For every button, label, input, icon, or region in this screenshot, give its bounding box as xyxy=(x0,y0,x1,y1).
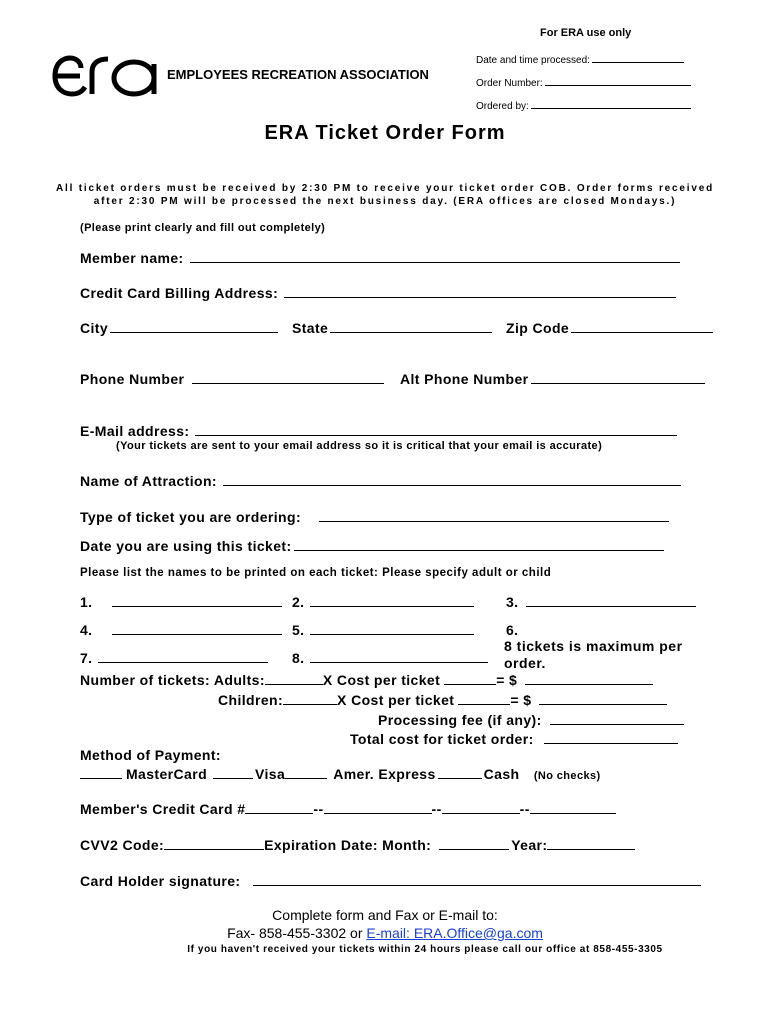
email-link[interactable]: E-mail: ERA.Office@ga.com xyxy=(366,925,543,941)
footer-note: If you haven't received your tickets within 24 hours please call our office at 858-455-3305 xyxy=(187,944,663,955)
card-dash-3: -- xyxy=(519,801,530,817)
children-row[interactable] xyxy=(218,692,669,708)
processing-fee-row[interactable] xyxy=(378,712,686,728)
notice-line-2: after 2:30 PM will be processed the next business day. (ERA offices are closed Mondays.) xyxy=(93,196,677,207)
name-6-field[interactable] xyxy=(506,622,518,638)
order-number-label: Order Number: xyxy=(476,78,543,89)
member-name-field[interactable] xyxy=(80,250,682,266)
era-logo xyxy=(50,50,160,107)
x-cost-label-adults: X Cost per ticket xyxy=(322,672,441,688)
signature-field[interactable] xyxy=(80,873,703,889)
name-6-label: 6. xyxy=(506,622,519,638)
alt-phone-field[interactable] xyxy=(400,371,707,387)
cvv-expiration-row[interactable] xyxy=(80,837,635,853)
cash-option[interactable]: Cash xyxy=(483,766,520,782)
name-3-label: 3. xyxy=(506,594,519,610)
max-tickets-note xyxy=(504,638,683,672)
name-4-label: 4. xyxy=(80,622,93,638)
billing-address-label: Credit Card Billing Address: xyxy=(80,285,279,301)
era-use-only: For ERA use only xyxy=(540,27,632,39)
email-label: E-Mail address: xyxy=(80,423,190,439)
fax-text: Fax- 858-455-3302 or xyxy=(227,925,363,941)
date-using-label: Date you are using this ticket: xyxy=(80,538,292,554)
max-note-line-2: order. xyxy=(504,655,546,671)
name-4-field[interactable] xyxy=(80,622,284,638)
ordered-by-field[interactable] xyxy=(476,101,693,112)
phone-label: Phone Number xyxy=(80,371,185,387)
name-2-field[interactable] xyxy=(292,594,476,610)
names-instruction: Please list the names to be printed on each ticket: Please specify adult or child xyxy=(80,567,552,579)
name-8-field[interactable] xyxy=(292,650,490,666)
billing-address-field[interactable] xyxy=(80,285,678,301)
card-dash-1: -- xyxy=(313,801,324,817)
payment-method-label: Method of Payment: xyxy=(80,747,221,763)
zip-field[interactable] xyxy=(506,320,715,336)
date-processed-field[interactable] xyxy=(476,55,686,66)
no-checks-note: (No checks) xyxy=(533,770,601,782)
name-2-label: 2. xyxy=(292,594,305,610)
children-label: Children: xyxy=(218,692,284,708)
page-title: ERA Ticket Order Form xyxy=(264,122,506,144)
name-5-field[interactable] xyxy=(292,622,476,638)
card-number-field[interactable] xyxy=(80,801,616,817)
visa-option[interactable]: Visa xyxy=(255,766,286,782)
ticket-type-label: Type of ticket you are ordering: xyxy=(80,509,302,525)
signature-label: Card Holder signature: xyxy=(80,873,241,889)
x-cost-label-children: X Cost per ticket xyxy=(337,692,455,708)
card-dash-2: -- xyxy=(431,801,442,817)
year-label: Year: xyxy=(511,837,548,853)
date-using-field[interactable] xyxy=(80,538,666,554)
org-name: EMPLOYEES RECREATION ASSOCIATION xyxy=(167,67,429,82)
footer-line-1: Complete form and Fax or E-mail to: xyxy=(272,907,498,923)
name-8-label: 8. xyxy=(292,650,305,666)
total-cost-label: Total cost for ticket order: xyxy=(350,731,534,747)
phone-field[interactable] xyxy=(80,371,386,387)
processing-fee-label: Processing fee (if any): xyxy=(378,712,542,728)
order-number-field[interactable] xyxy=(476,78,693,89)
name-3-field[interactable] xyxy=(506,594,698,610)
name-1-label: 1. xyxy=(80,594,93,610)
email-note: (Your tickets are sent to your email address so it is critical that your email is accurate) xyxy=(116,440,603,452)
mastercard-option[interactable]: MasterCard xyxy=(126,766,208,782)
city-label: City xyxy=(80,320,109,336)
payment-options-row[interactable] xyxy=(80,766,601,782)
equals-adults: = $ xyxy=(496,672,518,688)
max-note-line-1: 8 tickets is maximum per xyxy=(504,638,683,654)
alt-phone-label: Alt Phone Number xyxy=(400,371,529,387)
name-7-label: 7. xyxy=(80,650,93,666)
print-note: (Please print clearly and fill out completely) xyxy=(80,222,326,234)
equals-children: = $ xyxy=(510,692,532,708)
attraction-field[interactable] xyxy=(80,473,683,489)
state-field[interactable] xyxy=(292,320,494,336)
adults-row[interactable] xyxy=(80,672,655,688)
expiration-label: Expiration Date: Month: xyxy=(264,837,432,853)
name-5-label: 5. xyxy=(292,622,305,638)
notice-line-1: All ticket orders must be received by 2:30 PM to receive your ticket order COB. Order forms received xyxy=(56,183,714,194)
name-7-field[interactable] xyxy=(80,650,270,666)
total-cost-row[interactable] xyxy=(350,731,680,747)
city-field[interactable] xyxy=(80,320,280,336)
card-number-label: Member's Credit Card # xyxy=(80,801,246,817)
ordered-by-label: Ordered by: xyxy=(476,101,529,112)
zip-label: Zip Code xyxy=(506,320,570,336)
attraction-label: Name of Attraction: xyxy=(80,473,217,489)
ticket-type-field[interactable] xyxy=(80,509,671,525)
name-1-field[interactable] xyxy=(80,594,284,610)
email-field[interactable] xyxy=(80,423,679,439)
footer-fax-line xyxy=(0,925,770,941)
state-label: State xyxy=(292,320,329,336)
amex-option[interactable]: Amer. Express xyxy=(333,766,436,782)
num-adults-label: Number of tickets: Adults: xyxy=(80,672,265,688)
date-processed-label: Date and time processed: xyxy=(476,55,590,66)
cvv-label: CVV2 Code: xyxy=(80,837,165,853)
member-name-label: Member name: xyxy=(80,250,184,266)
